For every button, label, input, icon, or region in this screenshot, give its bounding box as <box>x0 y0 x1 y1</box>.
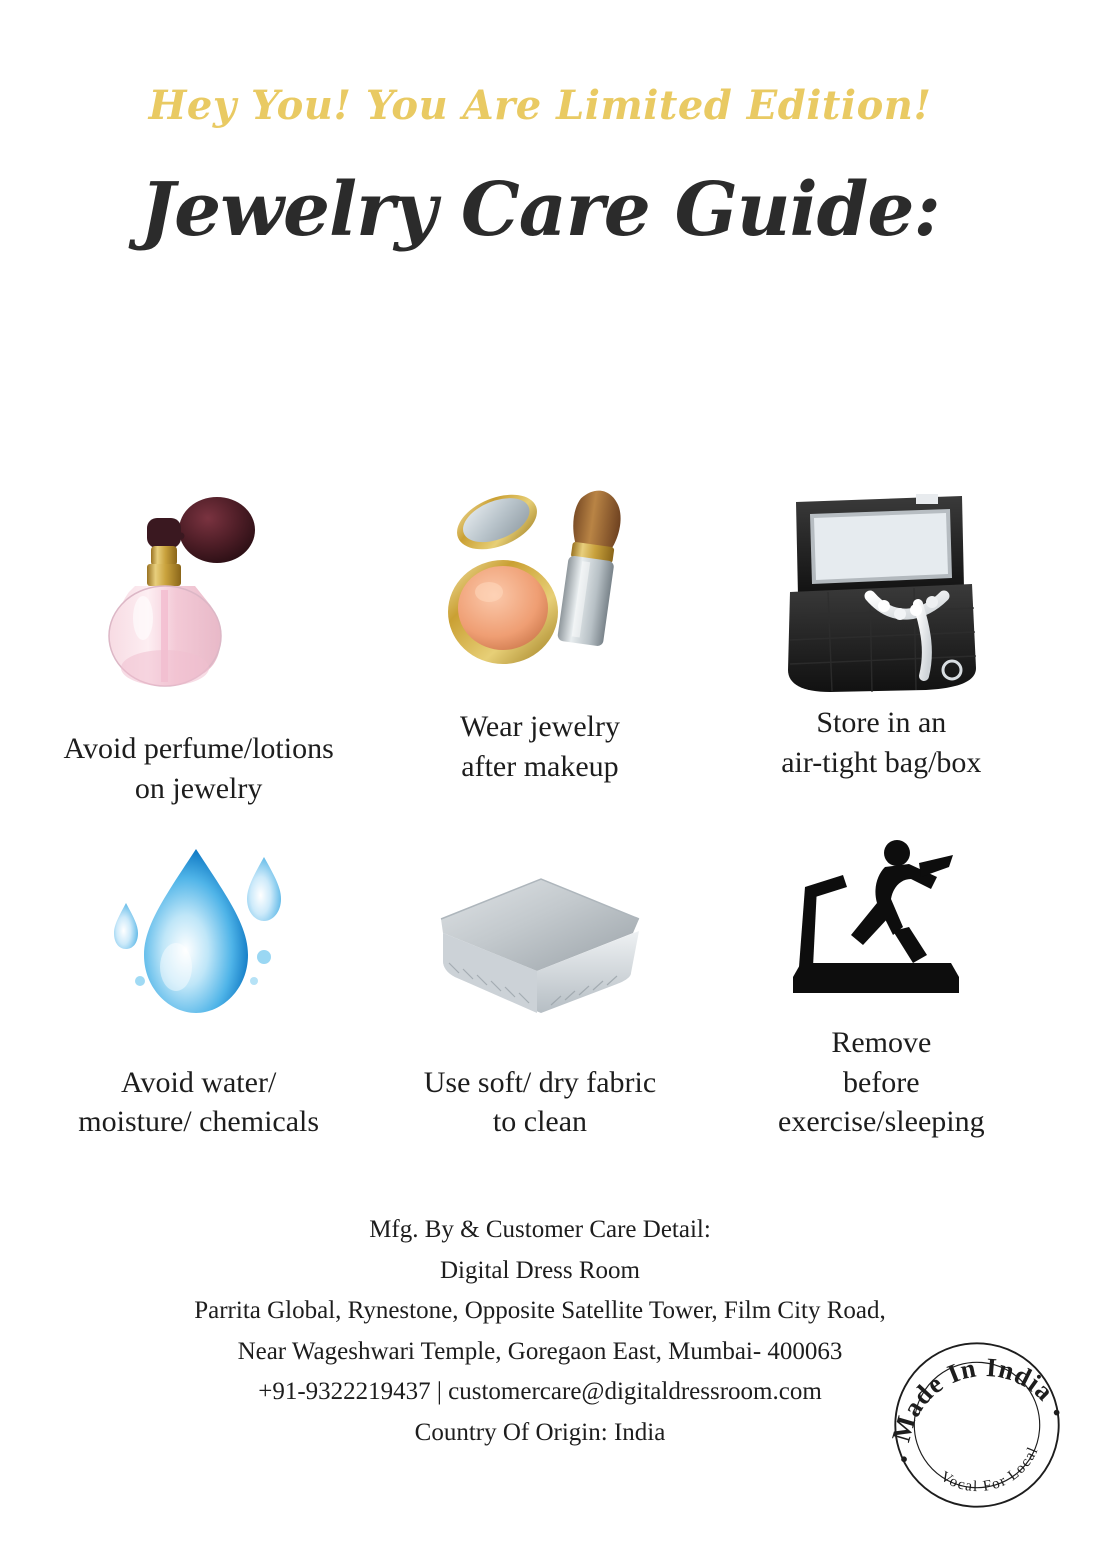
tip-line-1: Avoid water/ <box>121 1065 277 1099</box>
footer-line-contact: +91-9322219437 | customercare@digitaldressroom.com <box>258 1378 822 1405</box>
care-tips-grid <box>28 467 1052 1142</box>
care-tip-soft-cloth <box>369 822 710 1142</box>
care-tip-caption <box>460 707 620 786</box>
tip-line-1: Store in an <box>816 706 947 739</box>
tip-line-2: on jewelry <box>134 771 263 805</box>
tagline: Hey You! You Are Limited Edition! <box>148 82 932 129</box>
water-droplet-icon <box>104 822 294 1031</box>
tip-line-1: Wear jewelry <box>459 710 620 743</box>
stamp-bottom-text: Vocal For Local <box>937 1443 1042 1496</box>
tip-line-3: exercise/sleeping <box>778 1105 985 1139</box>
tip-line-2: before <box>843 1065 920 1099</box>
footer-line-address-1: Parrita Global, Rynestone, Opposite Satellite Tower, Film City Road, <box>194 1297 886 1324</box>
care-tip-caption <box>78 1063 319 1142</box>
care-guide-page <box>0 82 1080 1522</box>
svg-text:Vocal For Local <box>934 1440 1050 1508</box>
cleaning-cloth-icon <box>425 822 655 1035</box>
footer-line-origin: Country Of Origin: India <box>414 1418 666 1446</box>
perfume-bottle-icon <box>99 467 299 707</box>
tip-line-2: air-tight bag/box <box>781 745 982 779</box>
tip-line-1: Avoid perfume/lotions <box>63 732 334 765</box>
stamp-top-text: Made In India <box>885 1351 1061 1446</box>
care-tip-caption <box>424 1063 656 1142</box>
footer-line-heading: Mfg. By & Customer Care Detail: <box>369 1216 711 1243</box>
care-tip-caption <box>64 729 334 808</box>
jewelry-box-icon <box>766 467 996 707</box>
care-tip-remove-before-exercise <box>711 822 1052 1142</box>
tip-line-2: moisture/ chemicals <box>78 1105 320 1139</box>
tip-line-1: Use soft/ dry fabric <box>423 1065 657 1099</box>
page-title: Jewelry Care Guide: <box>140 167 940 253</box>
tip-line-2: after makeup <box>461 749 619 783</box>
footer-line-address-2: Near Wageshwari Temple, Goregaon East, Mumbai- 400063 <box>237 1337 843 1365</box>
footer-line-company: Digital Dress Room <box>440 1256 640 1284</box>
care-tip-caption <box>778 1023 985 1142</box>
care-tip-avoid-water <box>28 822 369 1142</box>
tip-line-1: Remove <box>831 1026 932 1060</box>
care-tip-store-airtight <box>711 467 1052 822</box>
treadmill-runner-icon <box>781 822 981 1011</box>
makeup-compact-brush-icon <box>435 467 645 707</box>
care-tip-caption <box>781 703 981 782</box>
care-tip-wear-after-makeup <box>369 467 710 822</box>
tip-line-2: to clean <box>492 1105 588 1139</box>
care-tip-avoid-perfume <box>28 467 369 822</box>
